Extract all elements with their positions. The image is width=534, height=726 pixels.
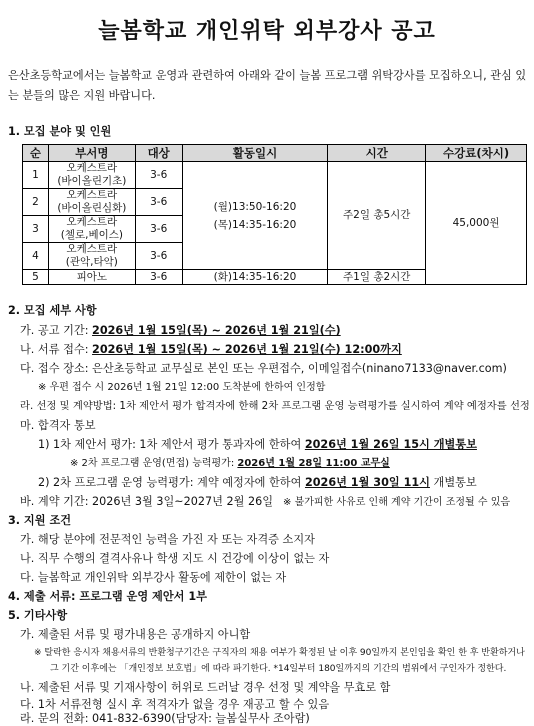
merged-time: 주2일 총5시간	[328, 162, 426, 270]
etc-b: 나. 제출된 서류 및 기재사항이 허위로 드러날 경우 선정 및 계약을 무효로 함	[20, 681, 391, 694]
etc-a-note-2: 그 기간 이후에는 「개인정보 보호법」에 따라 파기한다. *14일부터 180일까지의 기간의 범위에서 구인자가 정한다.	[50, 664, 507, 674]
condition-c: 다. 늘봄학교 개인위탁 외부강사 활동에 제한이 없는 자	[20, 571, 287, 584]
row-dept: 피아노	[48, 270, 135, 285]
merged-schedule	[182, 162, 328, 270]
dept-sub: (바이올린기초)	[57, 175, 127, 187]
header-dept: 부서명	[48, 145, 135, 162]
notice-period-value: 2026년 1월 15일(목) ~ 2026년 1월 21일(수)	[92, 324, 341, 337]
etc-d: 라. 문의 전화: 041-832-6390(담당자: 늘봄실무사 조아람)	[20, 712, 310, 725]
dept-name: 오케스트라	[66, 243, 118, 255]
submission-period-value: 2026년 1월 15일(목) ~ 2026년 1월 21일(수) 12:00까지	[92, 343, 402, 356]
postal-note: ※ 우편 접수 시 2026년 1월 21일 12:00 도착분에 한하여 인정함	[38, 382, 326, 393]
second-evaluation-text: 2) 2차 프로그램 운영 능력평가: 계약 예정자에 한하여	[38, 476, 305, 489]
header-time: 시간	[328, 145, 426, 162]
merged-fee: 45,000원	[426, 162, 527, 285]
table-row	[23, 162, 527, 189]
contract-period-text: 바. 계약 기간: 2026년 3월 3일~2027년 2월 26일	[20, 495, 274, 508]
row-no: 5	[23, 270, 49, 285]
second-evaluation-date: 2026년 1월 30일 11시	[304, 476, 430, 489]
row-target: 3-6	[135, 189, 182, 216]
section-2-heading: 2. 모집 세부 사항	[8, 304, 97, 317]
submission-place: 다. 접수 장소: 은산초등학교 교무실로 본인 또는 우편접수, 이메일접수(ninano7133@naver.com)	[20, 362, 507, 375]
etc-a-note-1: ※ 탈락한 응시자 채용서류의 반환청구기간은 구직자의 채용 여부가 확정된 날 이후 90일까지 본인임을 확인 한 후 반환하거나	[34, 648, 525, 658]
first-evaluation-text: 1) 1차 제안서 평가: 1차 제안서 평가 통과자에 한하여	[38, 438, 305, 451]
dept-name: 오케스트라	[66, 189, 118, 201]
row-no: 4	[23, 243, 49, 270]
interview-note	[70, 456, 390, 471]
row-target: 3-6	[135, 243, 182, 270]
dept-name: 오케스트라	[66, 162, 118, 174]
intro-paragraph: 은산초등학교에서는 늘봄학교 운영과 관련하여 아래와 같이 늘봄 프로그램 위탁강사를 모집하오니, 관심 있는 분들의 많은 지원 바랍니다.	[8, 69, 527, 102]
interview-note-text: ※ 2차 프로그램 운영(면접) 능력평가:	[70, 458, 238, 469]
row-dept	[48, 189, 135, 216]
header-fee: 수강료(차시)	[426, 145, 527, 162]
section-3-heading: 3. 지원 조건	[8, 514, 72, 527]
condition-a: 가. 해당 분야에 전문적인 능력을 가진 자 또는 자격증 소지자	[20, 533, 315, 546]
second-evaluation-tail: 개별통보	[429, 476, 477, 489]
submission-period-label: 나. 서류 접수:	[20, 343, 93, 356]
row-no: 3	[23, 216, 49, 243]
contract-period	[20, 494, 510, 510]
row-dept	[48, 243, 135, 270]
result-notice: 마. 합격자 통보	[20, 419, 96, 432]
row-time: 주1일 총2시간	[328, 270, 426, 285]
header-schedule: 활동일시	[182, 145, 328, 162]
table-header-row	[23, 145, 527, 162]
row-dept	[48, 162, 135, 189]
schedule-thu: (목)14:35-16:20	[213, 218, 297, 231]
header-no: 순	[23, 145, 49, 162]
dept-sub: (관악,타악)	[65, 256, 118, 268]
section-4-heading: 4. 제출 서류: 프로그램 운영 제안서 1부	[8, 590, 207, 603]
section-5-heading: 5. 기타사항	[8, 609, 68, 622]
first-evaluation-date: 2026년 1월 26일 15시 개별통보	[304, 438, 477, 451]
interview-note-date: 2026년 1월 28일 11:00 교무실	[237, 458, 390, 469]
etc-a: 가. 제출된 서류 및 평가내용은 공개하지 아니함	[20, 628, 251, 641]
schedule-mon: (월)13:50-16:20	[213, 200, 297, 213]
condition-b: 나. 직무 수행의 결격사유나 학생 지도 시 건강에 이상이 없는 자	[20, 552, 330, 565]
row-dept	[48, 216, 135, 243]
dept-sub: (첼로,베이스)	[60, 229, 123, 241]
second-evaluation	[38, 475, 477, 490]
row-target: 3-6	[135, 270, 182, 285]
first-evaluation	[38, 437, 477, 452]
header-target: 대상	[135, 145, 182, 162]
dept-sub: (바이올린심화)	[57, 202, 127, 214]
submission-period	[20, 342, 402, 357]
etc-c: 다. 1차 서류전형 실시 후 적격자가 없을 경우 재공고 할 수 있음	[20, 698, 330, 711]
row-no: 2	[23, 189, 49, 216]
selection-method: 라. 선정 및 계약방법: 1차 제안서 평가 합격자에 한해 2차 프로그램 운영 능력평가를 실시하여 계약 예정자를 선정	[20, 400, 530, 412]
notice-period-label: 가. 공고 기간:	[20, 324, 93, 337]
recruitment-table	[22, 144, 527, 285]
row-schedule: (화)14:35-16:20	[182, 270, 328, 285]
row-target: 3-6	[135, 162, 182, 189]
section-1-heading: 1. 모집 분야 및 인원	[8, 125, 112, 138]
row-no: 1	[23, 162, 49, 189]
row-target: 3-6	[135, 216, 182, 243]
notice-period	[20, 323, 341, 338]
contract-period-note: ※ 불가피한 사유로 인해 계약 기간이 조정될 수 있음	[283, 497, 511, 508]
page-title: 늘봄학교 개인위탁 외부강사 공고	[98, 19, 436, 44]
dept-name: 오케스트라	[66, 216, 118, 228]
